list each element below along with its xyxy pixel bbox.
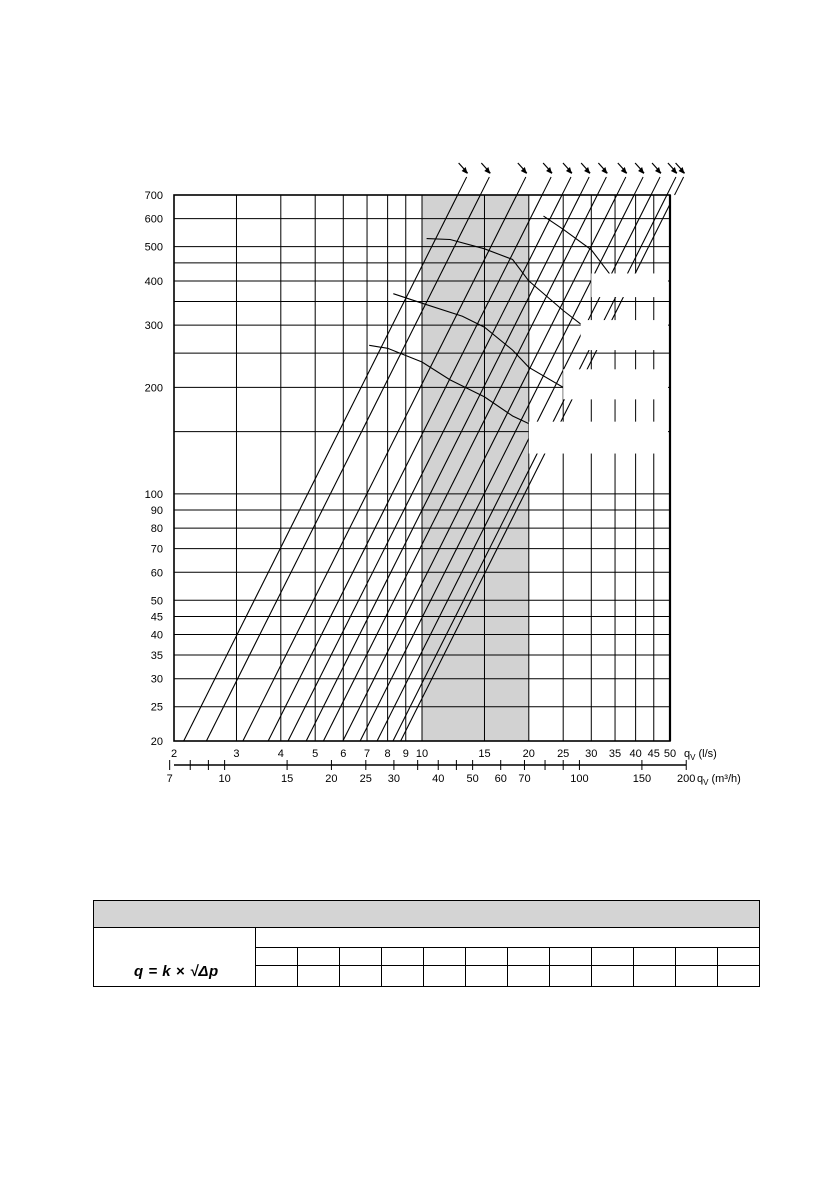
k-line-arrows — [458, 163, 685, 195]
x-tick-label: 3 — [233, 748, 240, 760]
x-tick-label: 45 — [647, 748, 660, 760]
k-line-extension — [667, 177, 676, 195]
formula: q = k × √Δp — [134, 963, 219, 980]
k-line-extension — [562, 177, 571, 195]
y-tick-label: 90 — [150, 505, 163, 518]
x-tick-label: 40 — [629, 748, 642, 760]
y-tick-label: 80 — [150, 523, 163, 536]
y-tick-label: 50 — [150, 595, 163, 608]
legend-cutout — [529, 422, 668, 454]
y-tick-label: 100 — [144, 488, 163, 501]
y-tick-label: 45 — [150, 611, 163, 624]
secondary-tick-label: 100 — [570, 773, 589, 785]
pump-curve-upper — [544, 216, 616, 281]
table-row — [256, 966, 759, 986]
y-tick-label: 35 — [150, 650, 163, 663]
secondary-tick-label: 7 — [166, 773, 173, 785]
table-subheader — [256, 928, 759, 948]
k-line-extension — [542, 177, 551, 195]
x-tick-label: 6 — [340, 748, 347, 760]
x-tick-label: 50 — [663, 748, 677, 760]
k-line-extension — [580, 177, 589, 195]
secondary-tick-label: 70 — [518, 773, 531, 785]
x-tick-label: 20 — [522, 748, 535, 760]
y-tick-label: 40 — [150, 629, 163, 642]
k-line-extension — [651, 177, 660, 195]
x-tick-label: 7 — [363, 748, 371, 760]
y-tick-label: 700 — [144, 190, 163, 202]
formula-cell — [94, 928, 256, 986]
y-tick-label: 70 — [150, 543, 163, 556]
k-line-extension — [517, 177, 526, 195]
x-tick-label: 2 — [170, 748, 178, 760]
table-header — [94, 901, 759, 928]
legend-cutout — [563, 369, 668, 399]
secondary-tick-label: 10 — [218, 773, 231, 785]
secondary-tick-label: 60 — [494, 773, 507, 785]
y-tick-labels — [145, 190, 163, 748]
secondary-tick-label: 40 — [432, 773, 445, 785]
secondary-tick-label: 200 — [677, 773, 696, 785]
x-primary-unit: $q_V$ (l/s) — [684, 748, 717, 762]
x-tick-labels — [171, 748, 676, 760]
secondary-x-axis — [167, 760, 696, 785]
y-tick-label: 20 — [150, 736, 163, 748]
x-tick-label: 4 — [277, 748, 284, 760]
secondary-tick-label: 15 — [280, 773, 294, 785]
y-tick-label: 200 — [144, 382, 163, 395]
k-line-extension — [597, 177, 606, 195]
legend-cutout — [581, 320, 668, 350]
y-tick-label: 400 — [144, 275, 163, 288]
secondary-tick-label: 25 — [359, 773, 372, 785]
y-tick-label: 30 — [150, 673, 163, 686]
y-tick-label: 500 — [144, 241, 163, 254]
k-line-extension — [617, 177, 626, 195]
y-tick-label: 60 — [150, 567, 163, 580]
secondary-tick-label: 50 — [466, 773, 479, 785]
x-secondary-unit: $q_V$ (m³/h) — [697, 773, 741, 787]
x-tick-label: 8 — [384, 748, 391, 760]
k-line — [184, 195, 458, 741]
x-tick-label: 35 — [608, 748, 622, 760]
y-tick-label: 600 — [144, 213, 163, 226]
secondary-tick-label: 20 — [325, 773, 338, 785]
y-tick-label: 25 — [150, 701, 163, 714]
legend-cutout — [591, 273, 668, 297]
x-tick-label: 30 — [585, 748, 598, 760]
y-tick-label: 300 — [144, 320, 163, 333]
x-tick-label: 15 — [478, 748, 491, 760]
k-line-extension — [458, 177, 467, 195]
secondary-tick-label: 30 — [387, 773, 401, 785]
table-grid — [256, 928, 759, 986]
x-tick-label: 25 — [557, 748, 570, 760]
k-line-extension — [634, 177, 643, 195]
secondary-tick-label: 150 — [632, 773, 652, 785]
x-tick-label: 9 — [402, 748, 409, 760]
table-row — [256, 948, 759, 966]
k-line-extension — [480, 177, 489, 195]
x-tick-label: 10 — [415, 748, 429, 760]
x-tick-label: 5 — [312, 748, 319, 760]
k-line-extension — [675, 177, 684, 195]
data-table — [93, 900, 760, 987]
